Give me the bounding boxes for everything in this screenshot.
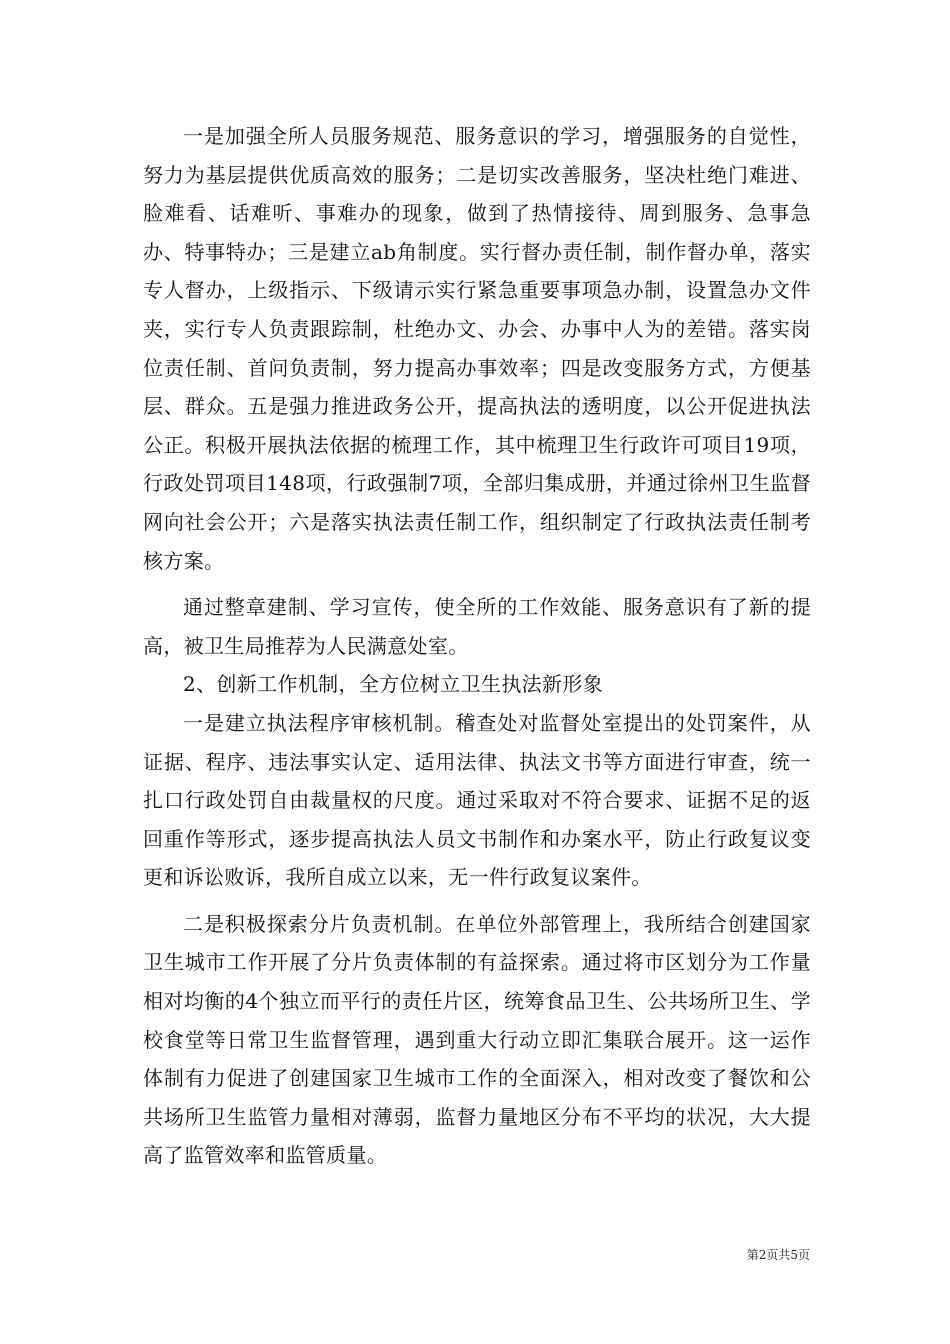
paragraph-service-measures: 一是加强全所人员服务规范、服务意识的学习，增强服务的自觉性，努力为基层提供优质高效的服务；二是切实改善服务，坚决杜绝门难进、脸难看、话难听、事难办的现象，做到了热情接待、周到服务、急事急办、特事特办；三是建立ab角制度。实行督办责任制，制作督办单，落实专人督办，上级指示、下级请示实行紧急重要事项急办制，设置急办文件夹，实行专人负责跟踪制，杜绝办文、办会、办事中人为的差错。落实岗位责任制、首问负责制，努力提高办事效率；四是改变服务方式，方便基层、群众。五是强力推进政务公开，提高执法的透明度，以公开促进执法公正。积极开展执法依据的梳理工作，其中梳理卫生行政许可项目19项，行政处罚项目148项，行政强制7项，全部归集成册，并通过徐州卫生监督网向社会公开；六是落实执法责任制工作，组织制定了行政执法责任制考核方案。: [143, 124, 811, 573]
paragraph-efficiency-result: 通过整章建制、学习宣传，使全所的工作效能、服务意识有了新的提高，被卫生局推荐为人民满意处室。: [143, 595, 811, 658]
document-body: [143, 117, 811, 1175]
paragraph-district-mechanism: 二是积极探索分片负责机制。在单位外部管理上，我所结合创建国家卫生城市工作开展了分片负责体制的有益探索。通过将市区划分为工作量相对均衡的4个独立而平行的责任片区，统筹食品卫生、公共场所卫生、学校食堂等日常卫生监督管理，遇到重大行动立即汇集联合展开。这一运作体制有力促进了创建国家卫生城市工作的全面深入，相对改变了餐饮和公共场所卫生监管力量相对薄弱，监督力量地区分布不平均的状况，大大提高了监管效率和监管质量。: [143, 911, 811, 1168]
paragraph-review-mechanism: 一是建立执法程序审核机制。稽查处对监督处室提出的处罚案件，从证据、程序、违法事实认定、适用法律、执法文书等方面进行审查，统一扎口行政处罚自由裁量权的尺度。通过采取对不符合要求、证据不足的返回重作等形式，逐步提高执法人员文书制作和办案水平，防止行政复议变更和诉讼败诉，我所自成立以来，无一件行政复议案件。: [143, 710, 811, 890]
section-heading: 2、创新工作机制，全方位树立卫生执法新形象: [183, 672, 604, 697]
page-number: 第2页共5页: [746, 1248, 810, 1262]
